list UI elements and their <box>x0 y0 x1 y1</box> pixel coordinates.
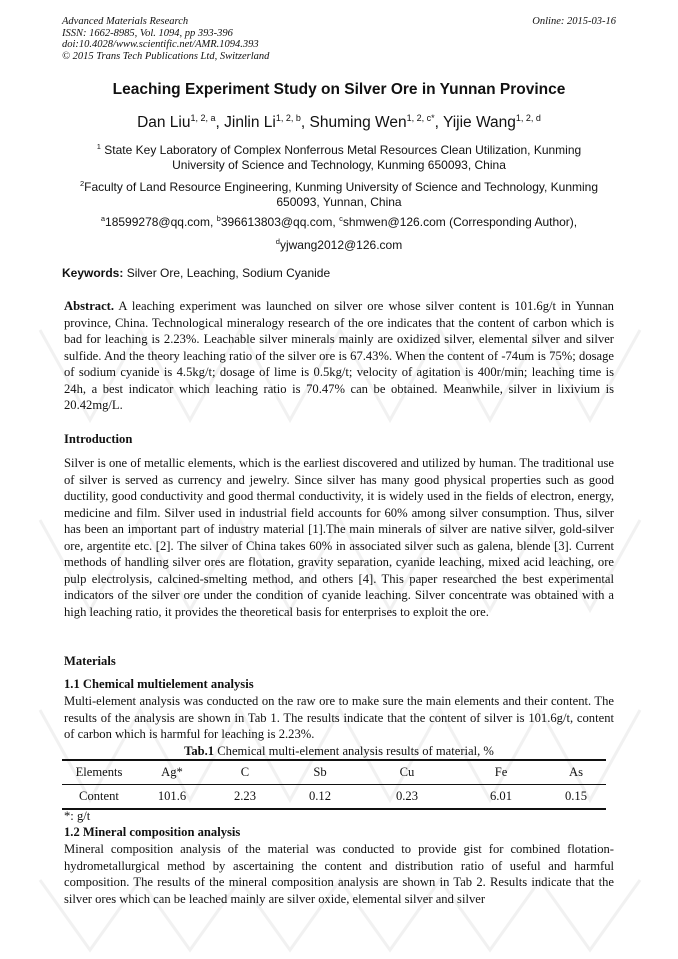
table-footnote: *: g/t <box>64 809 91 823</box>
running-header <box>62 16 269 62</box>
affiliation-1 <box>62 139 616 173</box>
table-row-label: Content <box>79 789 119 803</box>
email-address: 396613803@qq.com, <box>220 215 336 229</box>
multi-element-table <box>62 759 606 810</box>
author-affiliation-mark: 1, 2, d <box>515 113 541 123</box>
author-list: Dan Liu$^{1, 2, a}$, Jinlin Li$^{1, 2, b}$, Shuming Wen$^{1, 2, c*}$, Yijie Wang$^{1, 2, d}$ <box>137 113 541 132</box>
abstract <box>64 298 614 414</box>
table-column-header: Fe <box>494 765 508 779</box>
subsection-text: Multi-element analysis was conducted on the raw ore to make sure the main elements and their content. The results of the analysis are shown in Tab 1. The results indicate that the content of silver is 101.6g/t, content of carbon which is harmful for leaching is 2.23%. <box>64 694 614 741</box>
author-name: Shuming Wen <box>309 114 407 132</box>
author-affiliation-mark: 1, 2, c* <box>406 113 435 123</box>
table-column-header: As <box>569 765 583 779</box>
table-header-row <box>62 760 606 785</box>
table-caption-text: Chemical multi-element analysis results of material, % <box>217 744 494 758</box>
affiliation-text: 650093, Yunnan, China <box>276 195 402 209</box>
table-cell: 6.01 <box>489 789 513 803</box>
abstract-label: Abstract. <box>64 299 115 313</box>
author-affiliation-mark: 1, 2, a <box>190 113 216 123</box>
author-name: Dan Liu <box>137 114 191 132</box>
introduction-text: Silver is one of metallic elements, which is the earliest discovered and utilized by human. The traditional use of silver is served as currency and jewelry. Since silver has many good physical properties such as good ductility, good conductivity and good thermal conductivity, it is widely used in the fields of electron, energy, medicine and film. Silver used in industrial field accounts for 60% among silver consumption. Thus, silver has been an important part of industry material [1].The main minerals of silver are native silver, gold-silver ore, argentite etc. [2]. The silver of China takes 60% in associated silver such as galena, blende [3]. Current methods of handling silver ores are flotation, gravity separation, cyanide leaching, mixed acid leaching, ore pulp electrolysis, calcined-smelting method, and others [4]. This paper researched the best experimental indicators of the silver ore under the condition of cyanide leaching. Silver concentrate was obtained with a high leaching ratio, it provides the theoretical basis for enterprises to exploit the ore. <box>64 456 614 619</box>
affiliation-text: State Key Laboratory of Complex Nonferrous Metal Resources Clean Utilization, Kunming <box>104 143 582 157</box>
author-name: Jinlin Li <box>224 114 276 132</box>
paper-title: Leaching Experiment Study on Silver Ore in Yunnan Province <box>112 81 566 98</box>
table-caption <box>64 744 614 759</box>
email-mark: c <box>339 214 343 223</box>
keywords <box>62 266 330 280</box>
email-address: shmwen@126.com (Corresponding Author), <box>342 215 578 229</box>
author-affiliation-mark: 1, 2, b <box>275 113 301 123</box>
table-column-header: Ag* <box>161 765 183 779</box>
subsection-heading: 1.2 Mineral composition analysis <box>64 825 241 839</box>
table-cell: 0.12 <box>308 789 332 803</box>
keywords-text: Silver Ore, Leaching, Sodium Cyanide <box>126 266 331 280</box>
affiliation-2 <box>62 176 616 210</box>
table-column-header: Cu <box>399 765 415 779</box>
email-address: yjwang2012@126.com <box>279 238 403 252</box>
affiliation-text: Faculty of Land Resource Engineering, Kunming University of Science and Technology, Kunming <box>84 180 599 194</box>
email-list <box>62 211 616 253</box>
section-heading-materials: Materials <box>64 654 116 668</box>
table-cell: 0.15 <box>564 789 588 803</box>
email-mark: b <box>216 214 221 223</box>
table-column-header: Sb <box>313 765 327 779</box>
abstract-text: A leaching experiment was launched on silver ore whose silver content is 101.6g/t in Yunnan province, China. Technological mineralogy research of the ore indicates that the content of carbon which is bad for leaching is 2.23%. Leachable silver minerals mainly are oxidized silver, elemental silver and silver sulfide. And the theory leaching ratio of the silver ore is 67.43%. When the content of -74um is 75%; dosage of sodium cyanide is 4.5kg/t; dosage of lime is 0.5kg/t; velocity of agitation is 400r/min; leaching time is 24h, a best indicator which leaching ratio is 70.47% can be obtained. Meanwhile, silver in lixivium is 20.42mg/L. <box>64 299 614 412</box>
doi-line: doi:10.4028/www.scientific.net/AMR.1094.393 <box>62 39 259 50</box>
table-row <box>62 785 606 810</box>
table-cell: 2.23 <box>233 789 257 803</box>
copyright-line: © 2015 Trans Tech Publications Ltd, Switzerland <box>62 50 270 62</box>
subsection-text: Mineral composition analysis of the material was conducted to provide gist for combined flotation-hydrometallurgical method by ascertaining the content and distribution ratio of useful and harmful composition. The results of the mineral composition analysis are shown in Tab 2. Results indicate that the silver ores which can be leached mainly are silver oxide, elemental silver and silver <box>64 842 614 906</box>
section-heading-introduction: Introduction <box>64 432 133 446</box>
keywords-label: Keywords: <box>62 266 124 280</box>
table-cell: 0.23 <box>395 789 419 803</box>
table-row-header: Elements <box>75 765 123 779</box>
email-mark: a <box>100 214 106 223</box>
affiliation-mark: 2 <box>79 179 85 188</box>
online-date: Online: 2015-03-16 <box>532 16 616 27</box>
table-column-header: C <box>240 765 250 779</box>
affiliation-text: University of Science and Technology, Kunming 650093, China <box>172 158 506 172</box>
issn-line: ISSN: 1662-8985, Vol. 1094, pp 393-396 <box>62 27 233 39</box>
affiliation-mark: 1 <box>96 142 101 151</box>
email-mark: d <box>275 237 280 246</box>
journal-name: Advanced Materials Research <box>62 16 189 27</box>
subsection-heading: 1.1 Chemical multielement analysis <box>64 677 254 691</box>
table-cell: 101.6 <box>157 789 187 803</box>
email-address: 18599278@qq.com, <box>105 215 214 229</box>
author-name: Yijie Wang <box>442 114 516 132</box>
table-caption-label: Tab.1 <box>184 744 215 758</box>
